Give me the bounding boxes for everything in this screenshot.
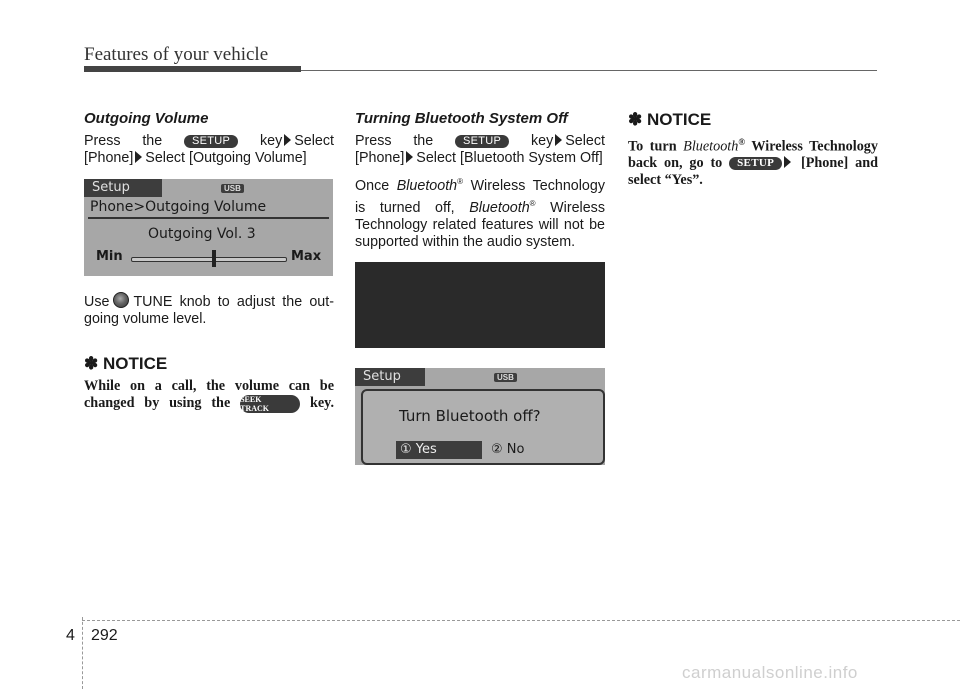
yes-option[interactable]: ① Yes (396, 441, 482, 459)
footer-divider (82, 617, 83, 689)
confirm-dialog (361, 389, 605, 465)
text: To turn (628, 138, 677, 155)
no-option[interactable]: ② No (491, 442, 525, 457)
text: Wireless Technology is turned off, (355, 177, 605, 216)
notice-heading-1: ✽ NOTICE (84, 354, 168, 373)
registered-mark: ® (738, 137, 746, 147)
instruction-outgoing-volume-2 (84, 150, 334, 167)
text: [Phone] and select “Yes”. (628, 155, 878, 188)
text: Once (355, 177, 390, 194)
track-label: TRACK (240, 403, 269, 413)
text: Select (565, 133, 605, 149)
min-label: Min (96, 249, 123, 264)
dialog-question: Turn Bluetooth off? (399, 407, 541, 425)
footer-rule (82, 620, 960, 621)
header-rule (301, 70, 877, 71)
bluetooth-off-screen (355, 368, 605, 465)
seek-track-key-icon (240, 395, 300, 413)
setup-key-icon: SETUP (455, 135, 509, 148)
volume-slider-track (131, 257, 287, 262)
arrow-right-icon (555, 134, 562, 146)
instruction-bluetooth-off-2 (355, 150, 605, 167)
setup-key-icon: SETUP (184, 135, 238, 148)
notice-body-2 (628, 134, 878, 188)
text: key (260, 133, 283, 149)
arrow-right-icon (406, 151, 413, 163)
outgoing-volume-screen (84, 179, 333, 276)
text: While on a call, the volume can be changed by using the (84, 378, 334, 411)
heading-outgoing-volume: Outgoing Volume (84, 110, 209, 127)
bluetooth-word: Bluetooth (683, 138, 739, 155)
bluetooth-word: Bluetooth (469, 199, 530, 216)
text: Select [Outgoing Volume] (145, 150, 307, 166)
text: Wireless Technology related features will not be supported within the audio system. (355, 199, 605, 250)
column-outgoing-volume (84, 110, 334, 167)
arrow-right-icon (284, 134, 291, 146)
tune-instruction-block (84, 292, 334, 413)
section-number: 4 (66, 627, 75, 644)
volume-slider-thumb (212, 250, 216, 267)
page-number: 292 (91, 627, 118, 644)
registered-mark: ® (457, 177, 464, 186)
tune-knob-icon (113, 292, 129, 308)
text: [Phone] (84, 150, 134, 166)
text: key. (309, 394, 335, 411)
text: Press the (84, 133, 163, 149)
heading-bluetooth-off: Turning Bluetooth System Off (355, 110, 568, 127)
instruction-outgoing-volume (84, 133, 334, 150)
registered-mark: ® (529, 198, 536, 208)
arrow-right-icon (135, 151, 142, 163)
max-label: Max (291, 249, 322, 264)
tune-instruction (84, 292, 334, 328)
notice-body-1 (84, 378, 334, 413)
blank-display-screen (355, 262, 605, 348)
text: Select [Bluetooth System Off] (416, 150, 603, 166)
notice-heading-2: ✽ NOTICE (628, 110, 712, 129)
text: key (531, 133, 554, 149)
text: Press the (355, 133, 434, 149)
bluetooth-off-explanation (355, 173, 605, 251)
usb-badge: USB (221, 184, 244, 193)
usb-badge: USB (494, 373, 517, 382)
text: TUNE knob to adjust the out-going volume level. (84, 294, 334, 327)
seek-label: SEEK (240, 394, 262, 404)
instruction-bluetooth-off (355, 133, 605, 150)
text: Use (84, 294, 110, 310)
arrow-right-icon (784, 156, 791, 168)
watermark: carmanualsonline.info (682, 663, 858, 682)
header-bar (84, 66, 301, 72)
column-bluetooth-off (355, 110, 605, 251)
setup-key-icon: SETUP (729, 157, 782, 170)
volume-label: Outgoing Vol. 3 (148, 226, 256, 242)
setup-tab: Setup (355, 368, 425, 386)
bluetooth-word: Bluetooth (396, 177, 458, 194)
text: Wireless Technology back on, go to (628, 138, 878, 172)
title-underline (88, 217, 329, 219)
screen-title: Phone>Outgoing Volume (90, 199, 267, 215)
setup-tab: Setup (84, 179, 162, 197)
column-notice (628, 110, 878, 188)
page-header-title: Features of your vehicle (84, 44, 269, 65)
text: Select (294, 133, 334, 149)
text: [Phone] (355, 150, 405, 166)
